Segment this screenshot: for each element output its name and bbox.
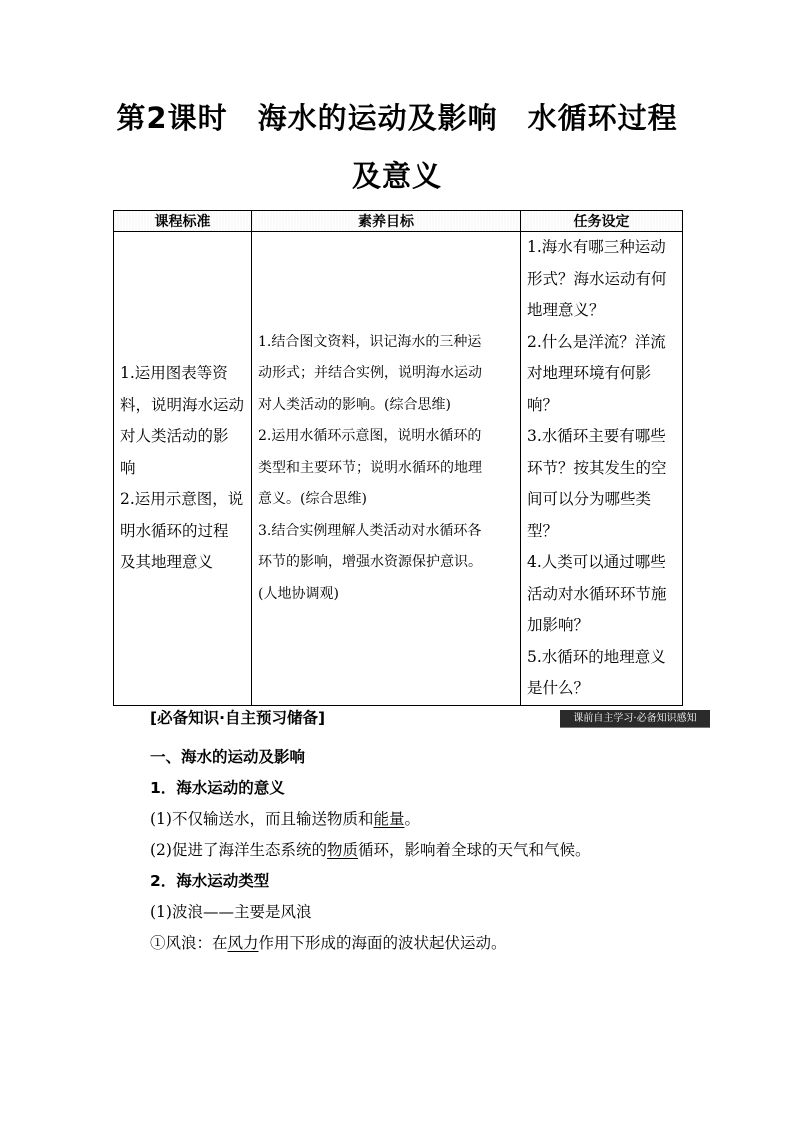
cell-line: 类型和主要环节；说明水循环的地理 [258,459,482,476]
cell-line: 加影响？ [527,616,590,634]
curriculum-table [113,210,683,706]
heading-ocean-motion: 一、海水的运动及影响 [150,748,306,766]
underlined-term-wind-force: 风力 [227,934,259,952]
cell-line: 1.结合图文资料，识记海水的三种运 [258,333,482,350]
paragraph-4-end: 作用下形成的海面的波状起伏运动。 [258,934,507,952]
paragraph-2 [150,838,591,860]
cell-line: 形式？海水运动有何 [527,269,667,288]
cell-line: 是什么？ [527,679,590,697]
cell-line: 及其地理意义 [120,553,214,571]
paragraph-4-text: ①风浪：在 [150,934,228,952]
cell-curriculum-standard [114,232,252,706]
paragraph-2-text: (2)促进了海洋生态系统的 [150,841,327,859]
cell-line: 动形式；并结合实例，说明海水运动 [258,365,482,381]
page-title-line-2: 及意义 [351,159,442,193]
header-competency-goals: 素养目标 [252,211,521,232]
section-header: [必备知识·自主预习储备] [150,709,326,727]
cell-line: 响？ [527,395,559,414]
paragraph-1-text: (1)不仅输送水，而且输送物质和 [150,810,374,828]
section-tag-badge: 课前自主学习·必备知识感知 [560,710,710,728]
cell-line: 间可以分为哪些类 [527,490,652,508]
cell-line: 环节？按其发生的空 [527,458,667,477]
cell-line: 3.水循环主要有哪些 [527,427,666,445]
cell-line: 意义。(综合思维) [258,491,367,507]
cell-line: 响 [120,458,136,477]
cell-task-settings [521,232,683,706]
subheading-motion-types: 2．海水运动类型 [150,872,270,890]
cell-line: (人地协调观) [258,585,339,602]
cell-line: 1.海水有哪三种运动 [527,238,666,256]
cell-line: 料，说明海水运动 [120,395,245,414]
cell-line: 5.水循环的地理意义 [527,647,666,666]
cell-line: 地理意义？ [527,301,605,319]
subheading-significance: 1．海水运动的意义 [150,779,285,797]
header-task-settings: 任务设定 [521,211,683,232]
cell-line: 对人类活动的影响。(综合思维) [258,396,451,413]
cell-line: 明水循环的过程 [120,521,229,540]
paragraph-1-end: 。 [404,810,420,828]
paragraph-1 [150,807,420,829]
cell-line: 3.结合实例理解人类活动对水循环各 [258,522,482,539]
page-title-line-1: 第2课时 海水的运动及影响 水循环过程 [116,101,678,135]
cell-line: 2.运用水循环示意图，说明水循环的 [258,428,482,444]
paragraph-3: (1)波浪——主要是风浪 [150,903,312,921]
cell-line: 1.运用图表等资 [120,364,228,382]
underlined-term-matter: 物质 [326,841,358,859]
table-row [114,232,683,706]
cell-line: 环节的影响，增强水资源保护意识。 [258,554,482,570]
cell-line: 对地理环境有何影 [527,364,652,382]
cell-line: 4.人类可以通过哪些 [527,553,666,571]
cell-line: 型？ [527,521,559,540]
header-curriculum-standard: 课程标准 [114,211,252,232]
cell-line: 2.运用示意图，说 [120,490,244,508]
paragraph-2-end: 循环，影响着全球的天气和气候。 [357,841,591,859]
paragraph-4 [150,931,507,953]
table-header-row [114,211,683,232]
cell-line: 活动对水循环环节施 [527,584,667,603]
underlined-term-energy: 能量 [373,810,405,828]
cell-competency-goals [252,232,521,706]
cell-line: 对人类活动的影 [120,427,229,445]
cell-line: 2.什么是洋流？洋流 [527,332,666,351]
